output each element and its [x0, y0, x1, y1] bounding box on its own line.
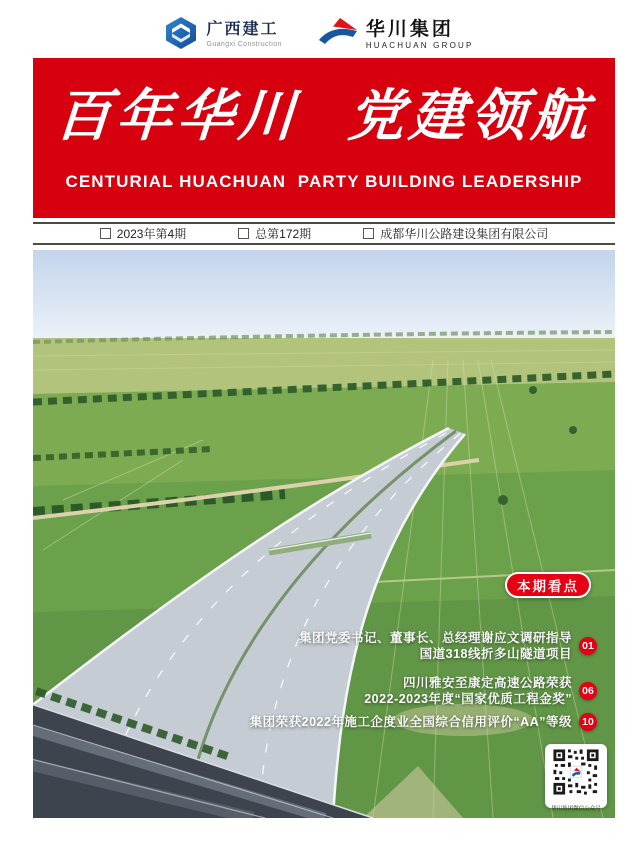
- article-title-line: 集团党委书记、董事长、总经理谢应文调研指导: [298, 631, 572, 645]
- guangxi-logo-en: Guangxi Construction: [206, 40, 282, 48]
- issue-total: [238, 225, 311, 242]
- huachuan-diamond-icon: [318, 17, 358, 54]
- logo-huachuan-group: [318, 17, 474, 54]
- logo-guangxi-construction: [164, 16, 281, 55]
- article-item: [299, 630, 597, 663]
- highlight-articles: [57, 630, 597, 731]
- article-title-line: 四川雅安至康定高速公路荣获: [402, 675, 572, 690]
- page-number-badge: 01: [579, 637, 597, 655]
- page-number-badge: 06: [579, 682, 597, 700]
- article-title: [364, 675, 572, 708]
- article-title-line: 集团荣获2022年施工企度业全国综合信用评价“AA”等级: [249, 714, 572, 729]
- article-item: [364, 675, 597, 708]
- page-number-badge: 10: [579, 713, 597, 731]
- masthead-banner: [33, 58, 615, 218]
- issue-total-label: 总第172期: [255, 227, 312, 241]
- article-title-line: 国道318线折多山隧道项目: [419, 647, 572, 662]
- masthead-title-calligraphy: 百年华川 党建领航: [52, 83, 595, 149]
- cover-photo: [33, 250, 615, 818]
- huachuan-logo-cn: 华川集团: [365, 18, 454, 40]
- checkbox-icon: [100, 228, 111, 239]
- issue-number-label: 2023年第4期: [116, 227, 187, 241]
- qr-code-icon: [552, 748, 600, 801]
- aerial-highway-illustration: [33, 250, 615, 818]
- issue-bar: [33, 222, 615, 245]
- guangxi-logo-cn: 广西建工: [206, 20, 279, 38]
- publisher-name-label: 成都华川公路建设集团有限公司: [380, 227, 549, 241]
- issue-number: [100, 225, 186, 242]
- highlights-badge: 本期看点: [505, 572, 591, 598]
- article-item: [250, 713, 597, 731]
- article-title: [250, 714, 572, 730]
- masthead-title-english: CENTURIAL HUACHUAN PARTY BUILDING LEADERSHIP: [65, 172, 583, 191]
- article-title-line: 2022-2023年度“国家优质工程金奖”: [364, 691, 572, 706]
- qr-caption: 华川集团微信公众号: [551, 806, 601, 812]
- huachuan-logo-en: HUACHUAN GROUP: [365, 40, 474, 50]
- article-title: [299, 630, 572, 663]
- header-logos: [0, 12, 638, 58]
- checkbox-icon: [363, 228, 374, 239]
- checkbox-icon: [238, 228, 249, 239]
- publisher-name: [363, 225, 548, 242]
- guangxi-hexagon-icon: [164, 16, 198, 55]
- wechat-qr-panel: [545, 744, 607, 812]
